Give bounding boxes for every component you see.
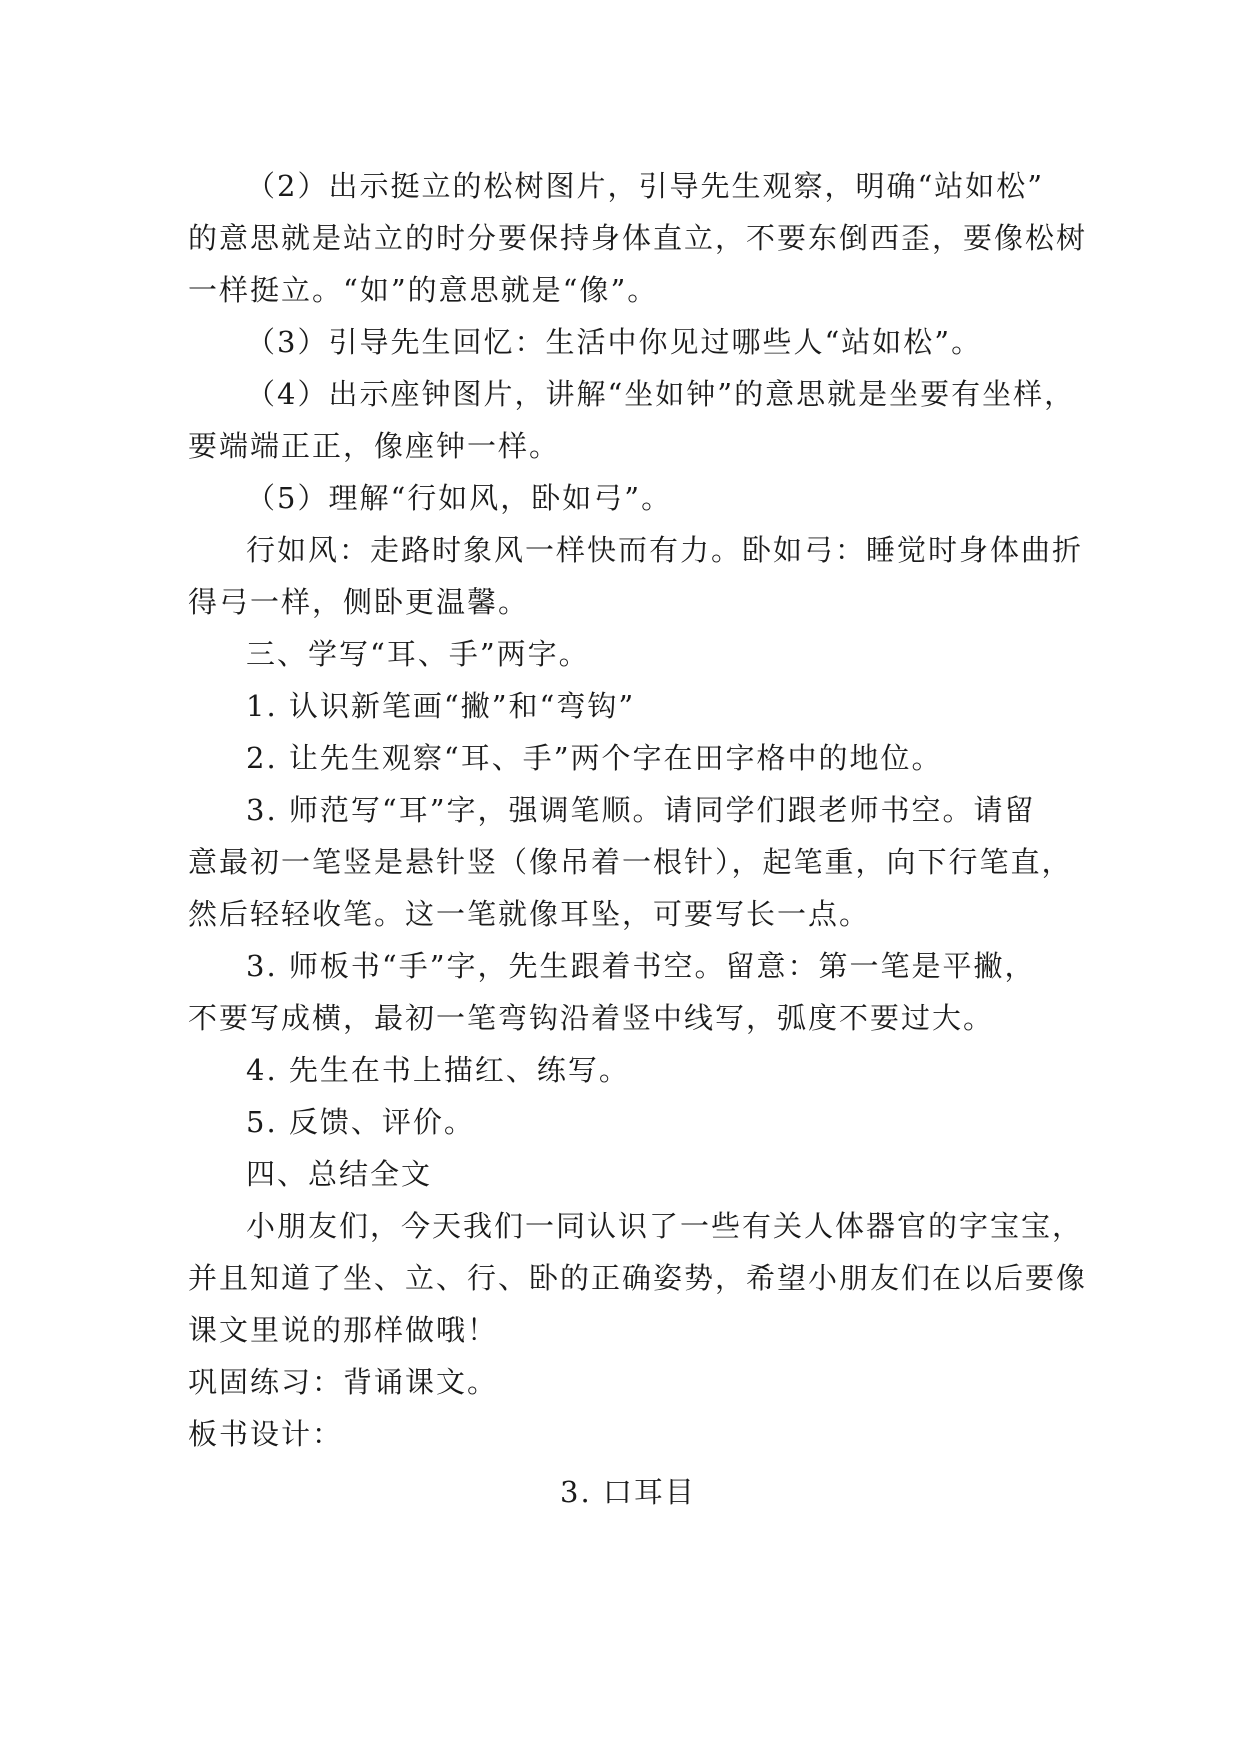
section-heading: 三、学写“耳、手”两字。 (246, 637, 590, 671)
paragraph-line: 意最初一笔竖是悬针竖（像吊着一根针），起笔重，向下行笔直， (188, 845, 1073, 879)
paragraph-line: （2）出示挺立的松树图片，引导先生观察，明确“站如松” (246, 169, 1045, 203)
paragraph-line: （4）出示座钟图片，讲解“坐如钟”的意思就是坐要有坐样， (246, 377, 1076, 411)
document-body (188, 160, 1088, 1518)
section-heading: 四、总结全文 (246, 1157, 433, 1191)
paragraph-line: 的意思就是站立的时分要保持身体直立，不要东倒西歪，要像松树 (188, 221, 1088, 255)
list-item: 2. 让先生观察“耳、手”两个字在田字格中的地位。 (246, 741, 943, 775)
paragraph-line: （5）理解“行如风，卧如弓”。 (246, 481, 673, 515)
paragraph-line: 巩固练习：背诵课文。 (188, 1365, 499, 1399)
list-item: 1. 认识新笔画“撇”和“弯钩” (246, 689, 636, 723)
paragraph-line: 板书设计： (188, 1417, 344, 1451)
list-item: 3. 师板书“手”字，先生跟着书空。留意：第一笔是平撇， (246, 949, 1036, 983)
paragraph-line: 要端端正正，像座钟一样。 (188, 429, 561, 463)
paragraph-line: 课文里说的那样做哦！ (188, 1313, 499, 1347)
list-item: 3. 师范写“耳”字，强调笔顺。请同学们跟老师书空。请留 (246, 793, 1036, 827)
paragraph-line: 然后轻轻收笔。这一笔就像耳坠，可要写长一点。 (188, 897, 871, 931)
paragraph-line: 行如风：走路时象风一样快而有力。卧如弓：睡觉时身体曲折 (246, 533, 1084, 567)
paragraph-line: 不要写成横，最初一笔弯钩沿着竖中线写，弧度不要过大。 (188, 1001, 995, 1035)
paragraph-line: 一样挺立。“如”的意思就是“像”。 (188, 273, 659, 307)
board-title: 3. 口耳目 (560, 1475, 696, 1509)
paragraph-line: 得弓一样，侧卧更温馨。 (188, 585, 530, 619)
paragraph-line: 小朋友们，今天我们一同认识了一些有关人体器官的字宝宝， (246, 1209, 1084, 1243)
list-item: 5. 反馈、评价。 (246, 1105, 475, 1139)
list-item: 4. 先生在书上描红、练写。 (246, 1053, 630, 1087)
paragraph-line: （3）引导先生回忆：生活中你见过哪些人“站如松”。 (246, 325, 983, 359)
paragraph-line: 并且知道了坐、立、行、卧的正确姿势，希望小朋友们在以后要像 (188, 1261, 1088, 1295)
